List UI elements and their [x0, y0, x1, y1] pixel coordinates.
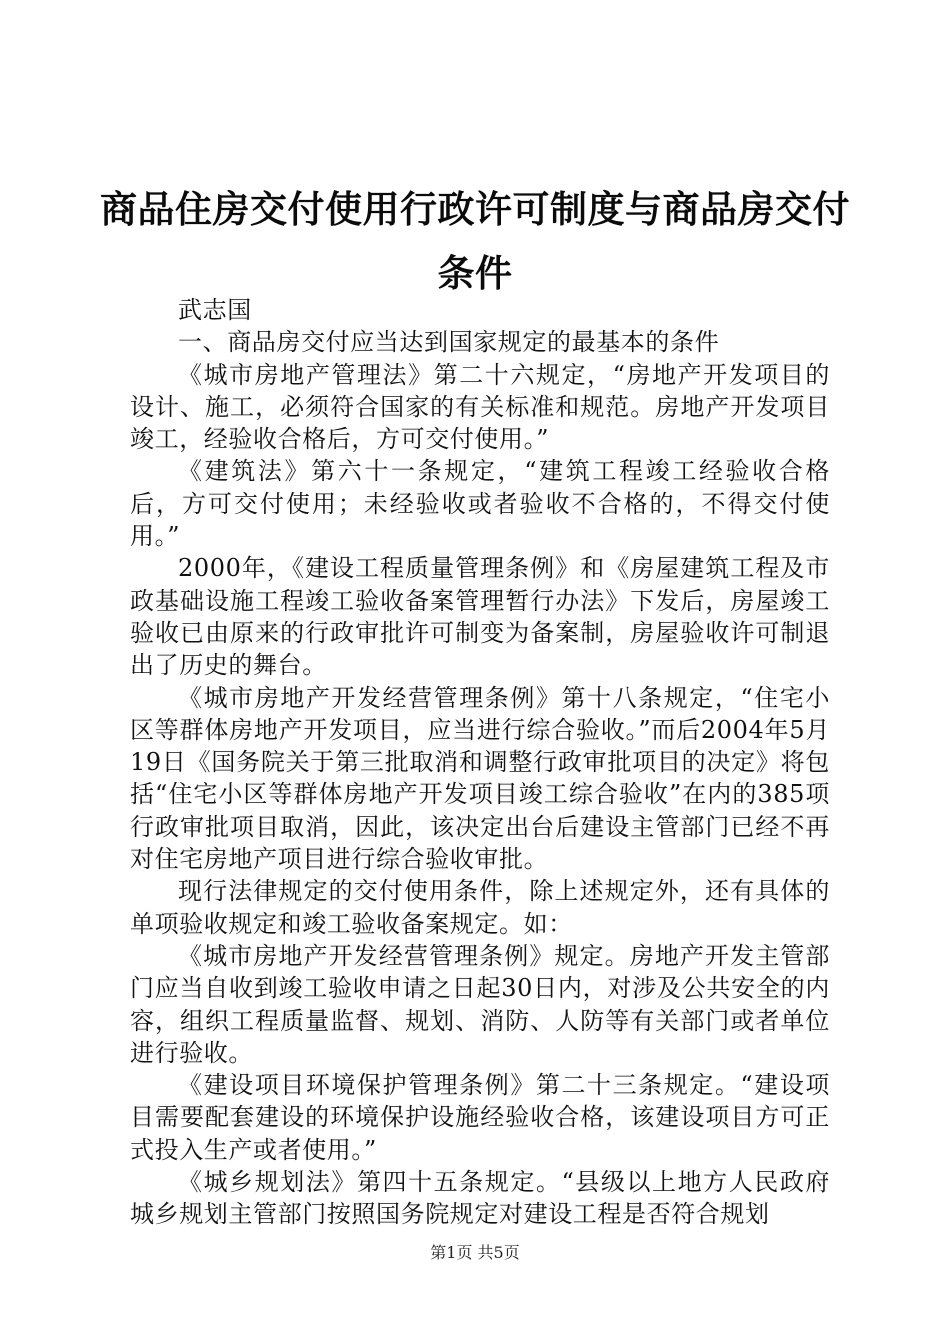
document-title: 商品住房交付使用行政许可制度与商品房交付条件: [100, 188, 850, 295]
paragraph: 《建筑法》第六十一条规定，“建筑工程竣工经验收合格后，方可交付使用；未经验收或者验收不合格的，不得交付使用。”: [130, 457, 830, 551]
paragraph: 一、商品房交付应当达到国家规定的最基本的条件: [178, 328, 720, 357]
paragraph: 《建设项目环境保护管理条例》第二十三条规定。“建设项目需要配套建设的环境保护设施经验收合格，该建设项目方可正式投入生产或者使用。”: [130, 1071, 830, 1164]
document-body: [130, 294, 830, 1231]
paragraph: 《城市房地产开发经营管理条例》第十八条规定，“住宅小区等群体房地产开发项目，应当进行综合验收。”而后2004年5月19日《国务院关于第三批取消和调整行政审批项目的决定》将包括“住宅小区等群体房地产开发项目竣工综合验收”在内的385项行政审批项目取消，因此，该决定出台后建设主管部门已经不再对住宅房地产项目进行综合验收审批。: [130, 683, 830, 874]
paragraph: 《城市房地产开发经营管理条例》规定。房地产开发主管部门应当自收到竣工验收申请之日起30日内，对涉及公共安全的内容，组织工程质量监督、规划、消防、人防等有关部门或者单位进行验收。: [130, 941, 830, 1067]
paragraph: 《城市房地产管理法》第二十六规定，“房地产开发项目的设计、施工，必须符合国家的有关标准和规范。房地产开发项目竣工，经验收合格后，方可交付使用。”: [130, 360, 830, 454]
page-footer: 第1页 共5页: [430, 1243, 520, 1262]
paragraph: 2000年，《建设工程质量管理条例》和《房屋建筑工程及市政基础设施工程竣工验收备案管理暂行办法》下发后，房屋竣工验收已由原来的行政审批许可制变为备案制，房屋验收许可制退出了历史的舞台。: [130, 554, 830, 680]
paragraph: 现行法律规定的交付使用条件，除上述规定外，还有具体的单项验收规定和竣工验收备案规定。如：: [130, 877, 830, 938]
author-line: 武志国: [178, 296, 252, 324]
paragraph: 《城乡规划法》第四十五条规定。“县级以上地方人民政府城乡规划主管部门按照国务院规定对建设工程是否符合规划: [130, 1168, 830, 1229]
